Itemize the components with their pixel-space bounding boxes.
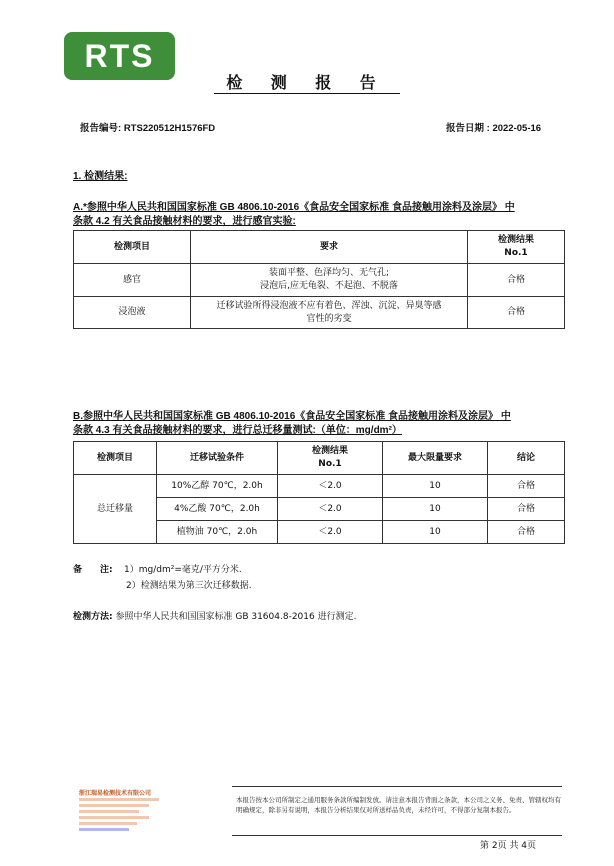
cell-limit: 10 xyxy=(383,521,488,544)
part-b-heading-line1: B.参照中华人民共和国国家标准 GB 4806.10-2016《食品安全国家标准 食品接触用涂料及涂层》 中 xyxy=(73,411,511,422)
footer-disclaimer: 本报告按本公司所制定之通用服务条款所编制发放。请注意本报告背面之条款，本公司之义务、免责、管辖权均有明确规定，除非另有说明，本报告分析结果仅对所送样品负责，未经许可，不得部分复制本报告。 xyxy=(236,796,561,814)
part-b-heading-line2: 条款 4.3 有关食品接触材料的要求，进行总迁移量测试:（单位：mg/dm²） xyxy=(73,425,402,436)
footer-divider xyxy=(232,835,562,836)
notes-label-text: 备 注: xyxy=(73,565,113,575)
note-item: 1）mg/dm²=毫克/平方分米. xyxy=(124,565,242,575)
test-method-text: 参照中华人民共和国国家标准 GB 31604.8-2016 进行测定. xyxy=(115,612,357,622)
header-conclusion: 结论 xyxy=(488,442,565,475)
report-date-value: 2022-05-16 xyxy=(492,123,542,134)
part-b-heading xyxy=(73,410,563,438)
notes-list xyxy=(124,562,252,594)
cell-result: ＜2.0 xyxy=(278,475,383,498)
header-result-label: 检测结果 xyxy=(497,235,534,245)
header-item: 检测项目 xyxy=(74,442,157,475)
cell-requirement-line2: 浸泡后,应无龟裂、不起泡、不脱落 xyxy=(260,281,398,291)
cell-item: 总迁移量 xyxy=(74,475,157,544)
test-method xyxy=(73,609,356,622)
cell-condition: 4%乙酸 70℃，2.0h xyxy=(157,498,278,521)
cell-conclusion: 合格 xyxy=(488,498,565,521)
migration-table xyxy=(73,441,565,544)
report-date xyxy=(446,120,541,134)
footer-divider xyxy=(232,786,562,787)
header-requirement: 要求 xyxy=(191,231,468,264)
company-logo: RTS xyxy=(64,32,175,80)
table-row xyxy=(74,297,565,329)
table-header-row xyxy=(74,231,565,264)
report-date-label: 报告日期 : xyxy=(446,123,490,134)
table-header-row xyxy=(74,442,565,475)
table-row xyxy=(74,475,565,498)
report-number xyxy=(80,120,215,134)
cell-conclusion: 合格 xyxy=(488,521,565,544)
cell-condition: 10%乙醇 70℃，2.0h xyxy=(157,475,278,498)
header-result-sample: No.1 xyxy=(504,248,528,258)
header-item: 检测项目 xyxy=(74,231,191,264)
cell-conclusion: 合格 xyxy=(488,475,565,498)
cell-requirement-line1: 迁移试验所得浸泡液不应有着色、浑浊、沉淀、异臭等感 xyxy=(216,300,442,311)
cell-limit: 10 xyxy=(383,498,488,521)
header-result-sample: No.1 xyxy=(318,459,342,469)
report-number-value: RTS220512H1576FD xyxy=(123,123,216,134)
cell-requirement-line1: 装面平整、色泽均匀、无气孔; xyxy=(268,268,390,278)
header-result-label: 检测结果 xyxy=(311,446,348,456)
cell-limit: 10 xyxy=(383,475,488,498)
cell-requirement xyxy=(191,297,468,329)
page-title: 检 测 报 告 xyxy=(226,75,388,92)
part-a-heading xyxy=(73,201,563,229)
cell-result: ＜2.0 xyxy=(278,498,383,521)
page-number: 第 2页 共 4页 xyxy=(480,841,537,851)
header-condition: 迁移试验条件 xyxy=(157,442,278,475)
cell-condition: 植物油 70℃，2.0h xyxy=(157,521,278,544)
footer-contact-block xyxy=(79,798,174,838)
title-underline xyxy=(214,93,400,94)
part-a-heading-line2: 条款 4.2 有关食品接触材料的要求，进行感官实验: xyxy=(73,216,296,227)
cell-requirement xyxy=(191,264,468,297)
cell-item: 浸泡液 xyxy=(74,297,191,329)
report-number-label: 报告编号: xyxy=(80,123,122,134)
cell-requirement-line2: 官性的劣变 xyxy=(306,313,352,324)
table-row xyxy=(74,264,565,297)
header-limit: 最大限量要求 xyxy=(383,442,488,475)
note-item: 2）检测结果为第三次迁移数据. xyxy=(126,581,252,591)
header-result xyxy=(278,442,383,475)
part-a-heading-line1: A.*参照中华人民共和国国家标准 GB 4806.10-2016《食品安全国家标准 食品接触用涂料及涂层》 中 xyxy=(73,202,515,213)
header-result xyxy=(468,231,565,264)
cell-result: ＜2.0 xyxy=(278,521,383,544)
section-heading: 1. 检测结果: xyxy=(73,171,128,182)
cell-item: 感官 xyxy=(74,264,191,297)
notes-label xyxy=(73,562,113,575)
sensory-table xyxy=(73,230,565,329)
footer-company-name: 浙江瑞易检测技术有限公司 xyxy=(79,791,152,797)
cell-result: 合格 xyxy=(468,264,565,297)
cell-result: 合格 xyxy=(468,297,565,329)
test-method-label: 检测方法: xyxy=(73,612,113,622)
